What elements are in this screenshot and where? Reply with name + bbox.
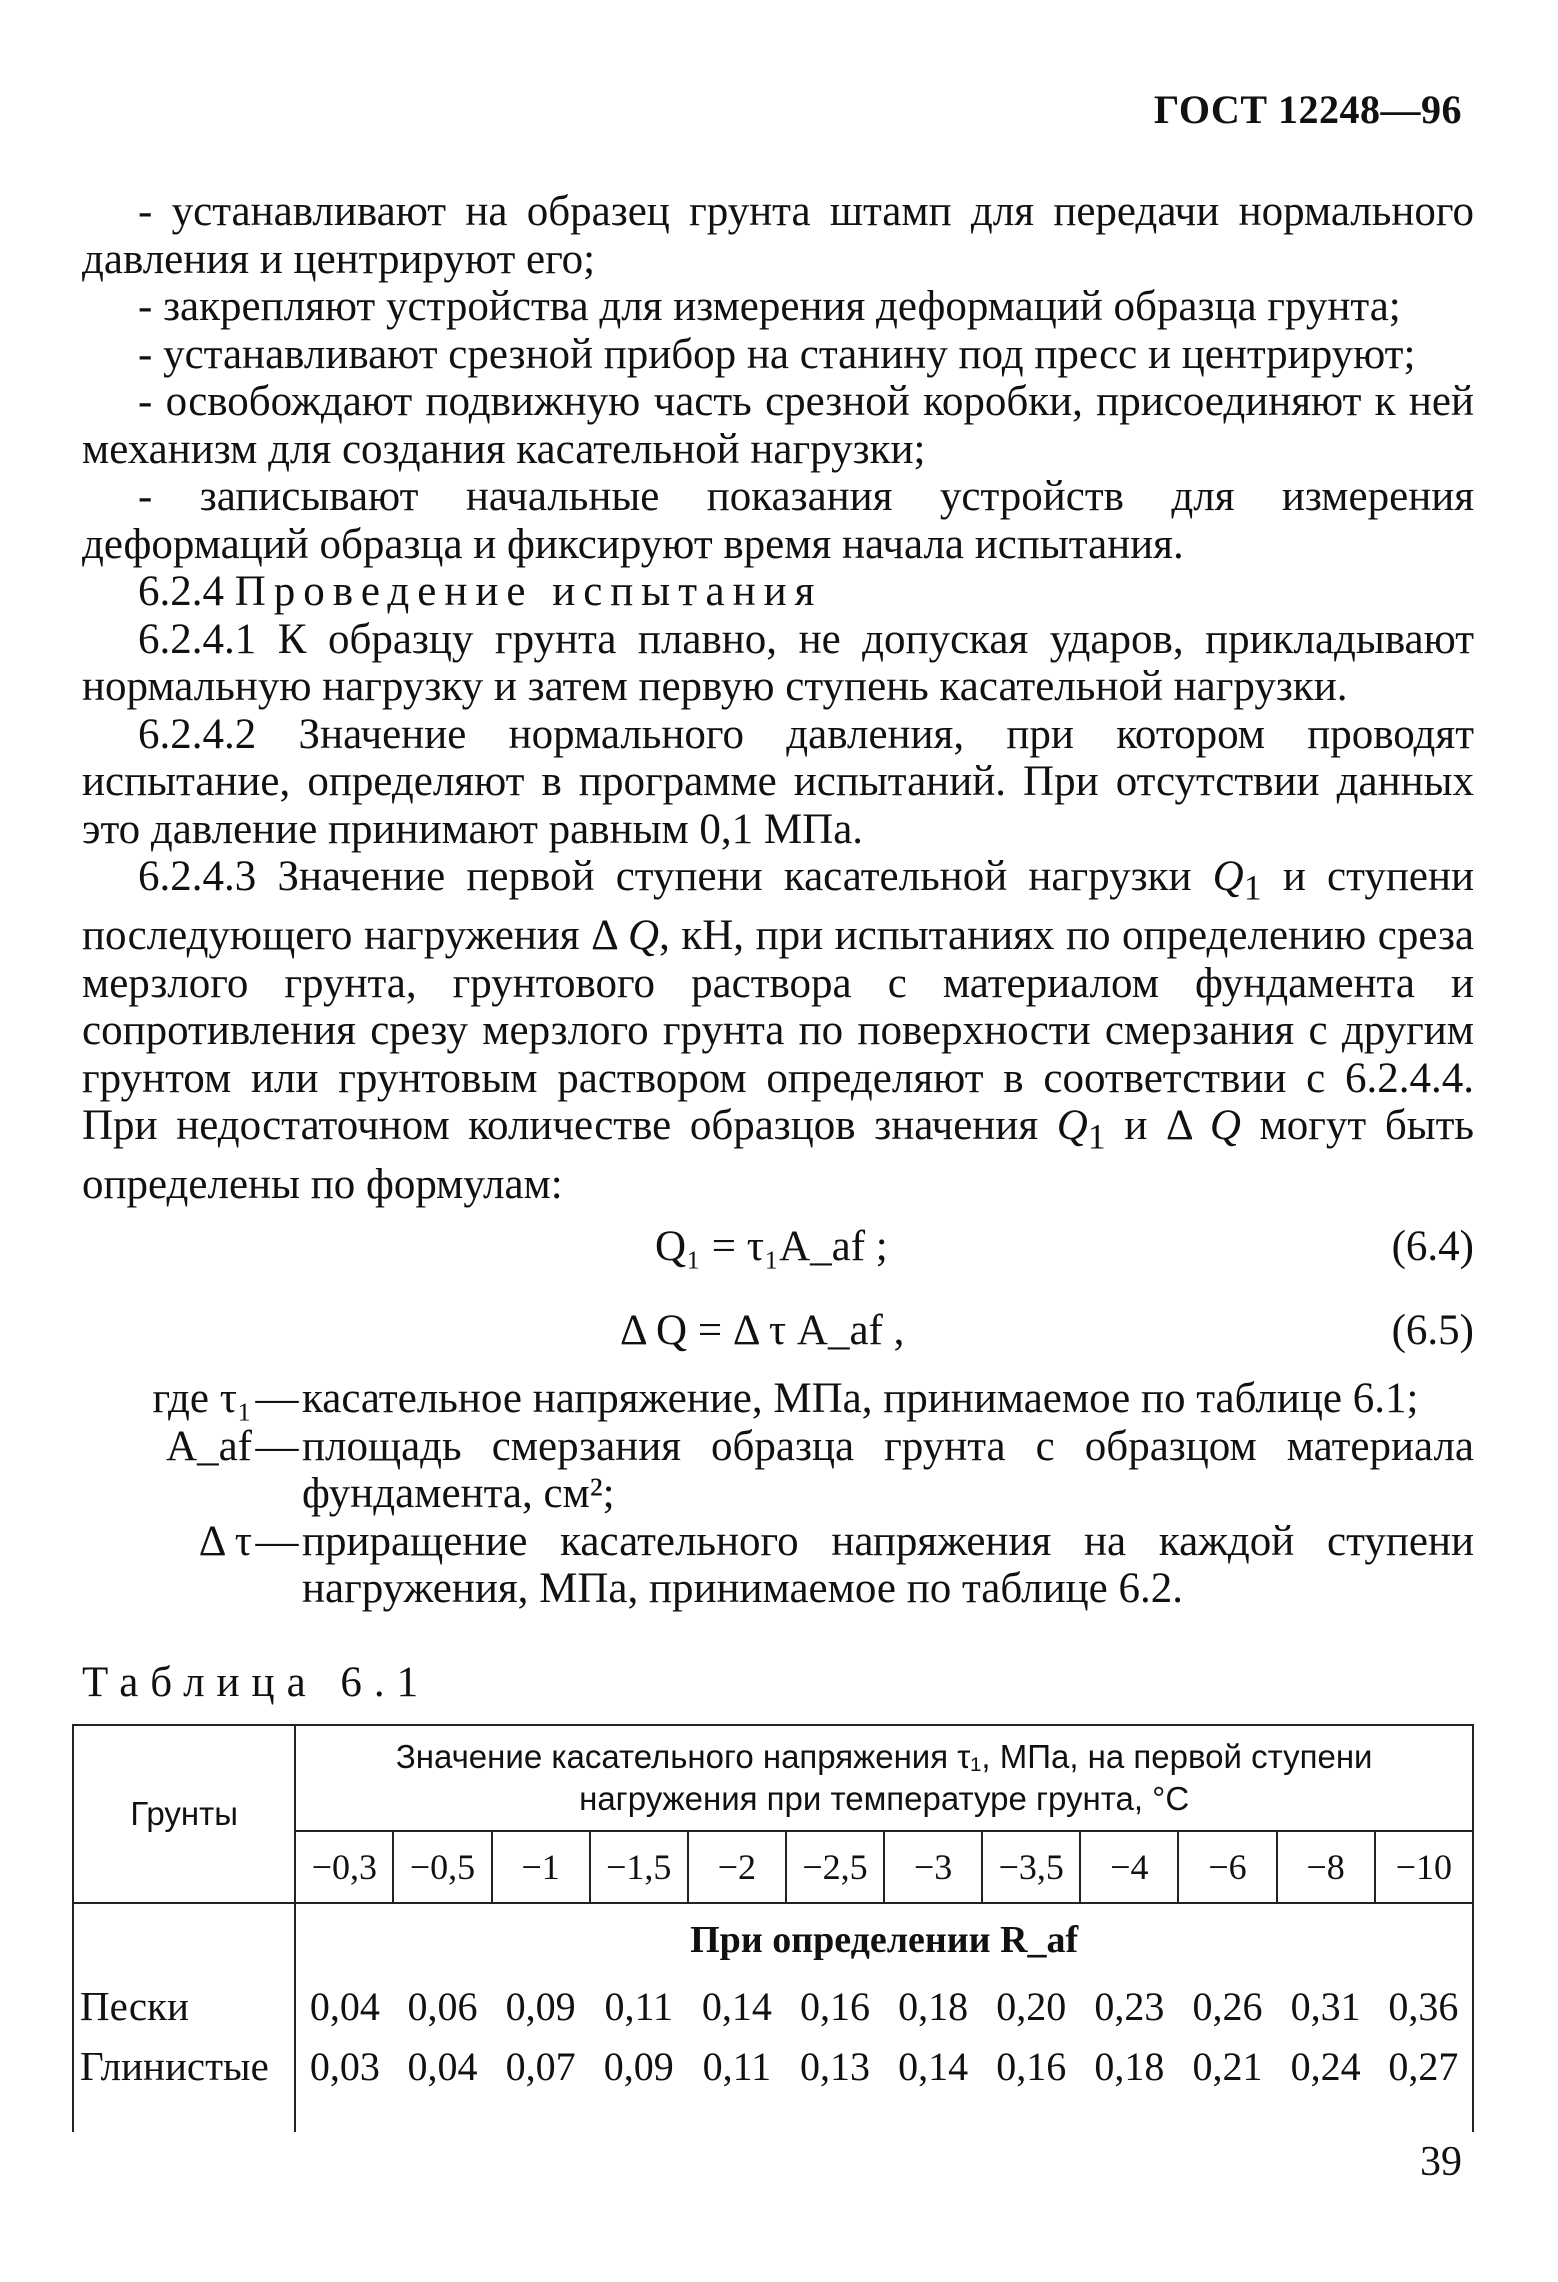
definition-item [82,1518,1474,1613]
definition-symbol [82,1375,252,1423]
value-cell: 0,04 [407,2043,478,2089]
value-cell: 0,26 [1192,1983,1263,2029]
value-cell: 0,27 [1375,2036,1473,2096]
value-cell: 0,18 [1094,2043,1165,2089]
table-row [73,1976,1473,2036]
subheader-row [73,1903,1473,1976]
empty-cell [73,1903,295,1976]
p6243-part1: 6.2.4.3 Значение первой ступени касательной нагрузки [138,853,1213,900]
temperature-cell: −4 [1080,1831,1178,1903]
value-cell: 0,23 [1094,1983,1165,2029]
value-cell: 0,11 [702,2043,772,2089]
temperature-cell: −1 [492,1831,590,1903]
list-item: - освобождают подвижную часть срезной коробки, присоединяют к ней механизм для создания касательной нагрузки; [82,378,1474,473]
formula-number-6-4: (6.4) [1391,1223,1474,1270]
temperature-cell: −2 [688,1831,786,1903]
value-cell: 0,14 [701,1983,772,2029]
column-header-soil: Грунты [73,1725,295,1903]
value-cell: 0,36 [1375,1976,1473,2036]
paragraph-6241: 6.2.4.1 К образцу грунта плавно, не допуская ударов, прикладывают нормальную нагрузку и затем первую ступень касательной нагрузки. [82,615,1474,710]
definition-item [82,1375,1474,1423]
temperature-cell: −0,5 [393,1831,491,1903]
formula-6-5: Δ Q = Δ τ A_af , [620,1307,905,1354]
list-item: - устанавливают срезной прибор на станину под пресс и центрируют; [138,330,1416,378]
page-number: 39 [1420,2139,1462,2185]
p6243-part4: и [1105,1102,1166,1150]
table-tail-row [73,2096,1473,2132]
temperature-cell: −3,5 [982,1831,1080,1903]
value-cell: 0,04 [309,1983,380,2029]
value-cell: 0,16 [996,2043,1067,2089]
paragraph-6242: 6.2.4.2 Значение нормального давления, при котором проводят испытание, определяют в программе испытаний. При отсутствии данных это давление принимают равным 0,1 МПа. [82,710,1474,853]
value-cell: 0,13 [800,2043,870,2089]
definition-text: приращение касательного напряжения на каждой ступени нагружения, МПа, принимаемое по таблице 6.2. [302,1517,1474,1612]
value-cell: 0,11 [604,1983,673,2029]
temperature-cell: −1,5 [590,1831,688,1903]
table-6-1 [72,1724,1474,2132]
temperature-cell: −8 [1277,1831,1375,1903]
value-cell: 0,18 [898,1983,969,2029]
value-cell: 0,24 [1290,2043,1361,2089]
body-text [82,188,1474,1209]
symbol-q1: Q [1212,853,1244,900]
symbol-q: Q [628,912,660,960]
list-item: - записывают начальные показания устройств для измерения деформаций образца и фиксируют время начала испытания. [82,473,1474,568]
list-item: - устанавливают на образец грунта штамп для передачи нормального давления и центрируют его; [82,188,1474,283]
dash: — [255,1422,299,1470]
temperature-cell: −2,5 [786,1831,884,1903]
value-cell: 0,06 [407,1983,478,2029]
temperature-cell: −10 [1375,1831,1473,1903]
table-row [73,2036,1473,2096]
definition-text: площадь смерзания образца грунта с образцом материала фундамента, см²; [302,1422,1474,1517]
value-cell: 0,16 [800,1983,870,2029]
value-cell: 0,20 [996,1983,1067,2029]
column-header-values: Значение касательного напряжения τ₁, МПа, на первой ступени нагружения при температуре грунта, °С [295,1725,1473,1831]
value-cell: 0,31 [1290,1983,1361,2029]
p6243-part2: и ступени последующего нагружения [82,853,1474,960]
formula-number-6-5: (6.5) [1391,1307,1474,1354]
definition-text: касательное напряжение, МПа, принимаемое по таблице 6.1; [302,1375,1419,1422]
value-cell: 0,03 [309,2043,380,2089]
symbol: τ₁ [219,1375,252,1422]
p6243-part5: могут быть определены по формулам: [82,1102,1475,1209]
definition-item [82,1423,1474,1518]
value-cell: 0,21 [1192,2043,1263,2089]
value-cell: 0,14 [898,2043,969,2089]
value-cell: 0,09 [603,2043,674,2089]
definition-symbol: A_af [166,1422,252,1470]
dash: — [255,1375,299,1422]
list-item: - закрепляют устройства для измерения деформаций образца грунта; [138,283,1401,330]
section-title: Проведение испытания [234,568,823,615]
paragraph-6243: 6.2.4.3 Значение первой ступени касательной нагрузки $Q_1$ и ступени последующего нагружения Δ Q, кН, при испытаниях по определению среза мерзлого грунта, грунтового раствора с материалом фундамента и сопротивления срезу мерзлого грунта по поверхности смерзания с другим грунтом или грунтовым раствором определяют в соответствии с 6.2.4.4. При недостаточном количестве образцов значения $Q_1$ и Δ Q могут быть определены по формулам: [82,853,1475,1209]
formula-6-4: Q₁ = τ₁A_af ; [655,1223,888,1270]
where-word: где [152,1375,209,1422]
table-caption: Таблица 6.1 [82,1659,431,1706]
row-name: Пески [73,1976,295,2036]
row-name: Глинистые [73,2036,295,2096]
temperature-cell: −0,3 [295,1831,393,1903]
section-number: 6.2.4 [138,568,224,615]
document-code-header: ГОСТ 12248—96 [1153,87,1462,132]
value-cell: 0,09 [505,1983,576,2029]
temperature-cell: −3 [884,1831,982,1903]
symbol-definitions [82,1375,1474,1613]
value-cell: 0,07 [505,2043,576,2089]
definition-symbol: Δ τ [198,1517,252,1565]
p6243-part3: , кН, при испытаниях по определению среза мерзлого грунта, грунтового раствора с материалом фундамента и сопротивления срезу мерзлого грунта по поверхности смерзания с другим грунтом или грунтовым раствором определяют в соответствии с 6.2.4.4. При недостаточном количестве образцов значения [82,912,1475,1150]
dash: — [255,1517,299,1565]
table-subheader: При определении R_af [295,1903,1473,1976]
empty-cell [73,2096,295,2132]
empty-cell [295,2096,1473,2132]
section-heading [82,568,1474,616]
temperature-cell: −6 [1178,1831,1276,1903]
